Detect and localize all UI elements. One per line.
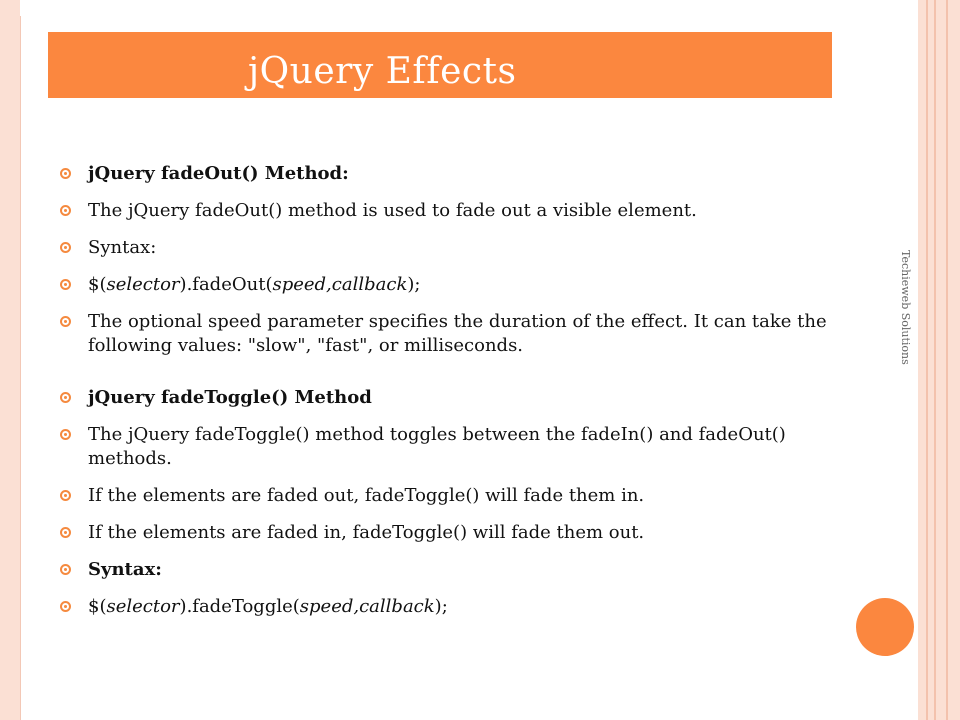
syntax-prefix: $( <box>88 596 107 617</box>
syntax-method: ).fadeOut( <box>179 274 273 295</box>
bullet-icon <box>60 564 71 575</box>
bullet-icon <box>60 316 71 327</box>
bullet-icon <box>60 392 71 403</box>
decorative-circle <box>856 598 914 656</box>
slide-content <box>60 162 850 632</box>
syntax-prefix: $( <box>88 274 107 295</box>
bullet-icon <box>60 490 71 501</box>
frame-stripe <box>934 0 936 720</box>
bullet-icon <box>60 205 71 216</box>
syntax-args: speed,callback <box>272 274 408 295</box>
frame-stripe <box>926 0 928 720</box>
syntax-args: speed,callback <box>299 596 435 617</box>
left-frame-border <box>0 0 21 720</box>
bullet-item <box>60 236 850 260</box>
syntax-selector: selector <box>106 274 180 295</box>
bullet-icon <box>60 168 71 179</box>
bullet-icon <box>60 429 71 440</box>
syntax-suffix: ); <box>434 596 448 617</box>
syntax-suffix: ); <box>407 274 421 295</box>
bullet-item <box>60 558 850 582</box>
bullet-text: The jQuery fadeToggle() method toggles between the fadeIn() and fadeOut() methods. <box>88 424 786 469</box>
bullet-item <box>60 484 850 508</box>
bullet-icon <box>60 242 71 253</box>
bullet-item <box>60 386 850 410</box>
bullet-text: The jQuery fadeOut() method is used to fade out a visible element. <box>88 200 697 221</box>
frame-stripe <box>946 0 948 720</box>
slide-title: jQuery Effects <box>248 51 517 92</box>
side-label: Techieweb Solutions <box>899 250 912 365</box>
bullet-item-syntax <box>60 595 850 619</box>
bullet-icon <box>60 601 71 612</box>
bullet-item <box>60 423 850 471</box>
bullet-item <box>60 199 850 223</box>
bullet-item <box>60 310 850 358</box>
bullet-item <box>60 521 850 545</box>
bullet-item <box>60 162 850 186</box>
bullet-text: Syntax: <box>88 237 157 258</box>
bullet-text: If the elements are faded out, fadeToggle() will fade them in. <box>88 485 645 506</box>
bullet-text: If the elements are faded in, fadeToggle() will fade them out. <box>88 522 645 543</box>
right-frame-border <box>918 0 960 720</box>
bullet-text: jQuery fadeToggle() Method <box>88 387 372 408</box>
top-frame-border <box>20 0 920 16</box>
title-bar <box>48 32 832 98</box>
syntax-method: ).fadeToggle( <box>179 596 300 617</box>
bullet-text: jQuery fadeOut() Method: <box>88 163 349 184</box>
syntax-selector: selector <box>106 596 180 617</box>
bullet-text: The optional speed parameter specifies the duration of the effect. It can take the following values: "slow", "fast", or milliseconds. <box>88 311 827 356</box>
bullet-icon <box>60 279 71 290</box>
bullet-text: Syntax: <box>88 559 162 580</box>
bullet-item-syntax <box>60 273 850 297</box>
bullet-icon <box>60 527 71 538</box>
